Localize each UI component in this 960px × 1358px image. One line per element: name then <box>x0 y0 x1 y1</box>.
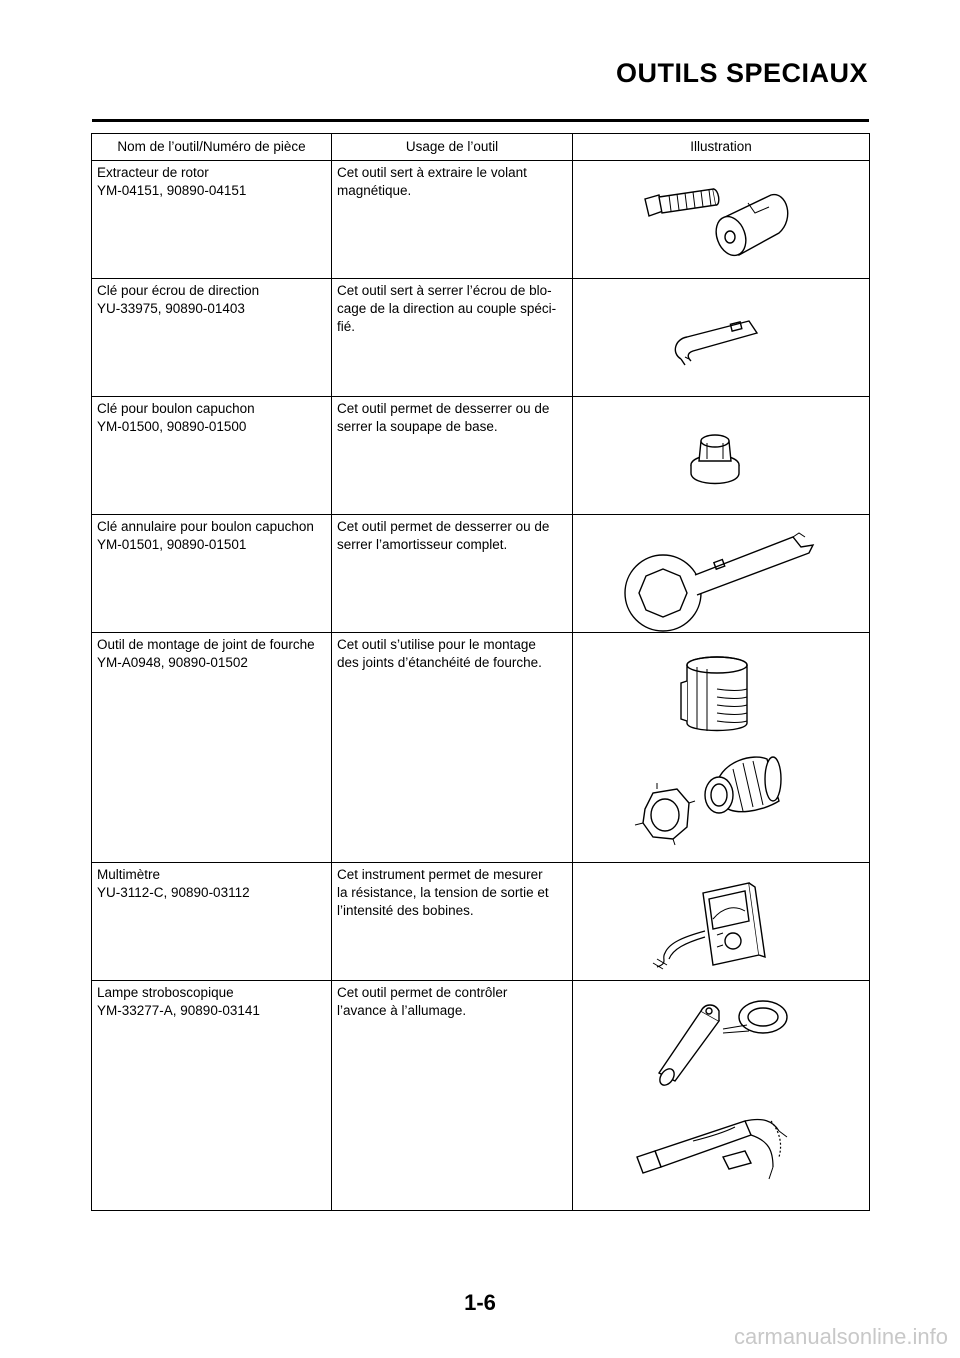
tool-usage-cell <box>332 515 573 633</box>
part-number: YM-33277-A, 90890-03141 <box>97 1003 260 1018</box>
table-row <box>92 981 870 1211</box>
part-number: YM-A0948, 90890-01502 <box>97 655 248 670</box>
usage-text: serrer l’amortisseur complet. <box>337 537 508 552</box>
table-row <box>92 515 870 633</box>
illustration-cell <box>573 161 870 279</box>
usage-text: Cet outil s’utilise pour le montage <box>337 637 536 652</box>
tool-usage-cell <box>332 633 573 863</box>
table-row <box>92 863 870 981</box>
column-header-illustration: Illustration <box>573 134 870 161</box>
usage-text: magnétique. <box>337 183 412 198</box>
tool-name-cell <box>92 515 332 633</box>
column-header-name: Nom de l’outil/Numéro de pièce <box>92 134 332 161</box>
cap-bolt-wrench-icon <box>573 397 870 515</box>
illustration-cell <box>573 397 870 515</box>
tool-name: Lampe stroboscopique <box>97 985 234 1000</box>
tool-name: Extracteur de rotor <box>97 165 209 180</box>
usage-text: l’intensité des bobines. <box>337 903 474 918</box>
table-header-row <box>92 134 870 161</box>
tool-name-cell <box>92 981 332 1211</box>
part-number: YM-01500, 90890-01500 <box>97 419 247 434</box>
usage-text: des joints d’étanchéité de fourche. <box>337 655 542 670</box>
usage-text: fié. <box>337 319 356 334</box>
part-number: YM-01501, 90890-01501 <box>97 537 247 552</box>
tool-name: Clé pour écrou de direction <box>97 283 260 298</box>
tool-name-cell <box>92 863 332 981</box>
tool-name: Clé annulaire pour boulon capuchon <box>97 519 314 534</box>
special-tools-table <box>91 133 870 1211</box>
part-number: YU-33975, 90890-01403 <box>97 301 245 316</box>
table-row <box>92 633 870 863</box>
illustration-cell <box>573 515 870 633</box>
illustration-cell <box>573 633 870 863</box>
tool-name: Multimètre <box>97 867 161 882</box>
column-header-usage: Usage de l’outil <box>332 134 573 161</box>
tool-usage-cell <box>332 161 573 279</box>
usage-text: Cet outil permet de desserrer ou de <box>337 519 550 534</box>
fork-seal-driver-icon <box>573 633 870 863</box>
title-divider <box>92 119 869 122</box>
usage-text: cage de la direction au couple spéci- <box>337 301 557 316</box>
tool-usage-cell <box>332 279 573 397</box>
tool-usage-cell <box>332 397 573 515</box>
usage-text: Cet instrument permet de mesurer <box>337 867 543 882</box>
usage-text: Cet outil sert à extraire le volant <box>337 165 527 180</box>
page-title: OUTILS SPECIAUX <box>615 58 868 88</box>
rotor-puller-icon <box>573 161 870 279</box>
tool-name-cell <box>92 161 332 279</box>
illustration-cell <box>573 981 870 1211</box>
usage-text: Cet outil permet de desserrer ou de <box>337 401 550 416</box>
tool-name-cell <box>92 279 332 397</box>
part-number: YM-04151, 90890-04151 <box>97 183 247 198</box>
usage-text: la résistance, la tension de sortie et <box>337 885 549 900</box>
timing-light-icon <box>573 981 870 1211</box>
cap-bolt-ring-wrench-icon <box>573 515 870 633</box>
illustration-cell <box>573 279 870 397</box>
table-row <box>92 279 870 397</box>
tool-usage-cell <box>332 981 573 1211</box>
tool-name-cell <box>92 633 332 863</box>
usage-text: l’avance à l’allumage. <box>337 1003 467 1018</box>
tool-usage-cell <box>332 863 573 981</box>
illustration-cell <box>573 863 870 981</box>
page-number: 1-6 <box>464 1290 496 1315</box>
table-row <box>92 161 870 279</box>
steering-nut-wrench-icon <box>573 279 870 397</box>
usage-text: Cet outil permet de contrôler <box>337 985 508 1000</box>
part-number: YU-3112-C, 90890-03112 <box>97 885 250 900</box>
tool-name-cell <box>92 397 332 515</box>
tool-name: Outil de montage de joint de fourche <box>97 637 315 652</box>
usage-text: serrer la soupape de base. <box>337 419 498 434</box>
watermark: carmanualsonline.info <box>733 1324 948 1349</box>
tool-name: Clé pour boulon capuchon <box>97 401 255 416</box>
usage-text: Cet outil sert à serrer l’écrou de blo- <box>337 283 552 298</box>
multimeter-icon <box>573 863 870 981</box>
table-row <box>92 397 870 515</box>
